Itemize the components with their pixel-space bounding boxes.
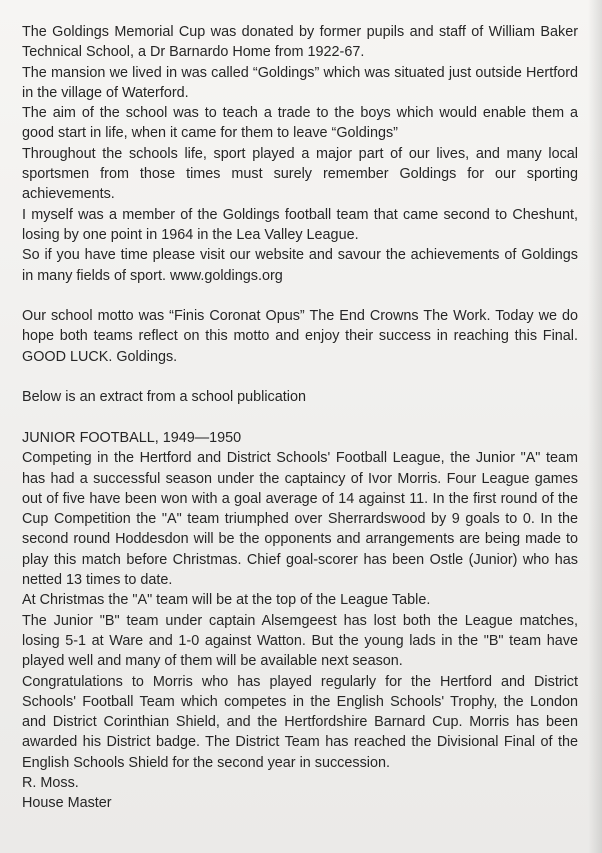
- paragraph-extract-intro: Below is an extract from a school publication: [22, 389, 306, 406]
- signature-title: House Master: [22, 795, 112, 812]
- page-edge-shadow: [588, 0, 602, 853]
- paragraph-motto: Our school motto was “Finis Coronat Opus” The End Crowns The Work. Today we do hope both teams reflect on this motto and enjoy their success in reaching this Final. GOOD LUCK. Goldings.: [22, 308, 578, 365]
- paragraph-junior-a: Competing in the Hertford and District Schools' Football League, the Junior "A" team has had a successful season under the captaincy of Ivor Morris. Four League games out of five have been won with a goal average of 14 against 11. In the first round of the Cup Competition the "A" team triumphed over Sherrardswood by 9 goals to 0. In the second round Hoddesdon will be the opponents and arrangements are being made to play this match before Christmas. Chief goal-scorer has been Ostle (Junior) who has netted 13 times to date.: [22, 450, 578, 589]
- paragraph-cup-origin: The Goldings Memorial Cup was donated by former pupils and staff of William Baker Technical School, a Dr Barnardo Home from 1922-67.: [22, 24, 578, 61]
- signature-name: R. Moss.: [22, 774, 79, 791]
- document-text: [22, 22, 578, 814]
- paragraph-football-team: I myself was a member of the Goldings football team that came second to Cheshunt, losing by one point in 1964 in the Lea Valley League.: [22, 206, 578, 243]
- paragraph-website: So if you have time please visit our website and savour the achievements of Goldings in many fields of sport. www.goldings.org: [22, 247, 578, 284]
- paragraph-sport: Throughout the schools life, sport played a major part of our lives, and many local sportsmen from those times must surely remember Goldings for our sporting achievements.: [22, 145, 578, 203]
- paragraph-junior-b: The Junior "B" team under captain Alsemgeest has lost both the League matches, losing 5-1 at Ware and 1-0 against Watton. But the young lads in the "B" team have played well and many of them will be available next season.: [22, 612, 578, 670]
- paragraph-mansion: The mansion we lived in was called “Goldings” which was situated just outside Hertford in the village of Waterford.: [22, 64, 578, 101]
- paragraph-christmas: At Christmas the "A" team will be at the top of the League Table.: [22, 592, 431, 609]
- section-heading: JUNIOR FOOTBALL, 1949—1950: [22, 429, 242, 446]
- paragraph-congratulations: Congratulations to Morris who has played regularly for the Hertford and District Schools' Football Team which competes in the English Schools' Trophy, the London and District Corinthian Shield, and the Hertfordshire Barnard Cup. Morris has been awarded his District badge. The District Team has reached the Divisional Final of the English Schools Shield for the second year in succession.: [22, 673, 578, 771]
- paragraph-school-aim: The aim of the school was to teach a trade to the boys which would enable them a good start in life, when it came for them to leave “Goldings”: [22, 105, 578, 142]
